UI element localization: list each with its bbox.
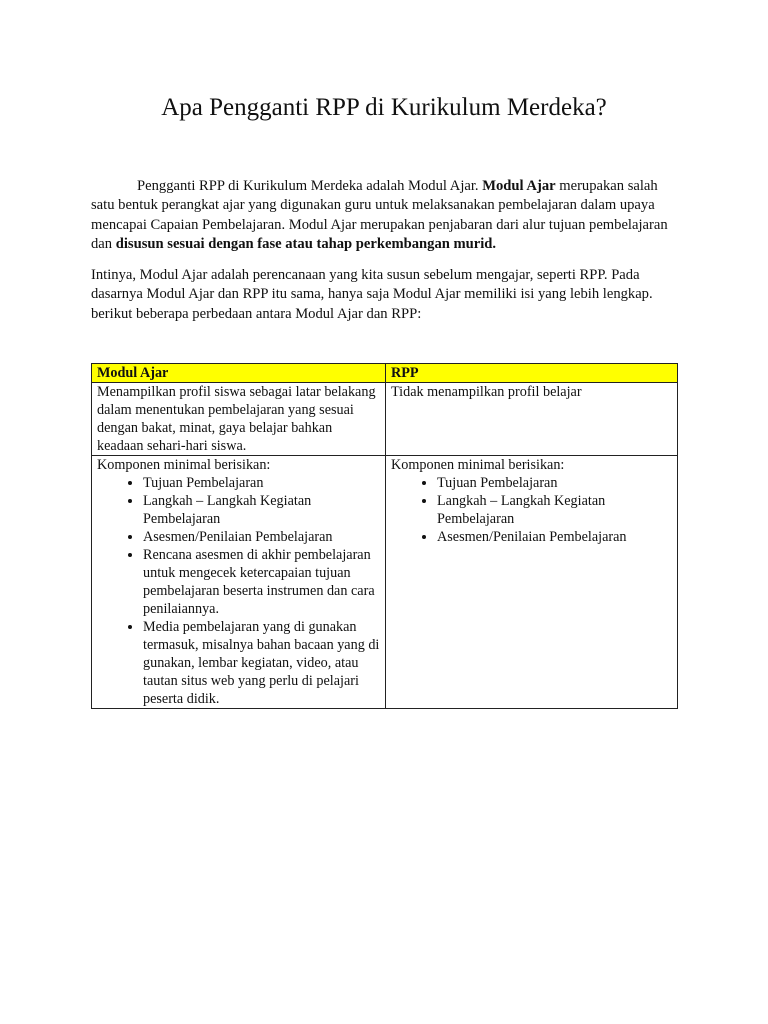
list-item: • Asesmen/Penilaian Pembelajaran: [143, 528, 380, 546]
modul-komponen-list: [97, 474, 380, 708]
table-header-row: [92, 364, 678, 383]
list-item: • Media pembelajaran yang di gunakan termasuk, misalnya bahan bacaan yang di gunakan, lembar kegiatan, video, atau tautan situs web yang perlu di pelajari peserta didik.: [143, 618, 380, 708]
cell-modul-profil: Menampilkan profil siswa sebagai latar belakang dalam menentukan pembelajaran yang sesuai dengan bakat, minat, gaya belajar bahkan keadaan sehari-hari siswa.: [92, 383, 386, 456]
intro-text-1: Pengganti RPP di Kurikulum Merdeka adalah Modul Ajar.: [137, 178, 483, 194]
intro-paragraph: [91, 177, 677, 255]
modul-komponen-intro: Komponen minimal berisikan:: [97, 457, 271, 473]
rpp-komponen-intro: Komponen minimal berisikan:: [391, 457, 565, 473]
comparison-table: [91, 363, 678, 709]
cell-rpp-profil: Tidak menampilkan profil belajar: [386, 383, 678, 456]
list-item: • Rencana asesmen di akhir pembelajaran untuk mengecek ketercapaian tujuan pembelajaran beserta instrumen dan cara penilaiannya.: [143, 546, 380, 618]
header-modul-ajar: Modul Ajar: [92, 364, 386, 383]
header-rpp: RPP: [386, 364, 678, 383]
list-item: • Langkah – Langkah Kegiatan Pembelajaran: [437, 492, 672, 528]
list-item: • Langkah – Langkah Kegiatan Pembelajaran: [143, 492, 380, 528]
list-item: • Tujuan Pembelajaran: [143, 474, 380, 492]
summary-paragraph: Intinya, Modul Ajar adalah perencanaan yang kita susun sebelum mengajar, seperti RPP. Pada dasarnya Modul Ajar dan RPP itu sama, hanya saja Modul Ajar memiliki isi yang lebih lengkap. berikut beberapa perbedaan antara Modul Ajar dan RPP:: [91, 267, 653, 322]
list-item: • Asesmen/Penilaian Pembelajaran: [437, 528, 672, 546]
list-item: • Tujuan Pembelajaran: [437, 474, 672, 492]
intro-text-2: merupakan salah satu bentuk perangkat ajar yang digunakan guru untuk melaksanakan pembelajaran dalam upaya mencapai Capaian Pembelajaran. Modul Ajar merupakan penjabaran dari alur tujuan pembelajaran dan: [91, 178, 668, 253]
table-row: [92, 456, 678, 709]
rpp-komponen-list: [391, 474, 672, 546]
table-row: [92, 383, 678, 456]
page-title: Apa Pengganti RPP di Kurikulum Merdeka?: [161, 94, 607, 121]
intro-bold-fase: disusun sesuai dengan fase atau tahap perkembangan murid.: [115, 236, 497, 253]
intro-bold-modul-ajar: Modul Ajar: [482, 178, 556, 194]
cell-rpp-komponen: [386, 456, 678, 709]
cell-modul-komponen: [92, 456, 386, 709]
